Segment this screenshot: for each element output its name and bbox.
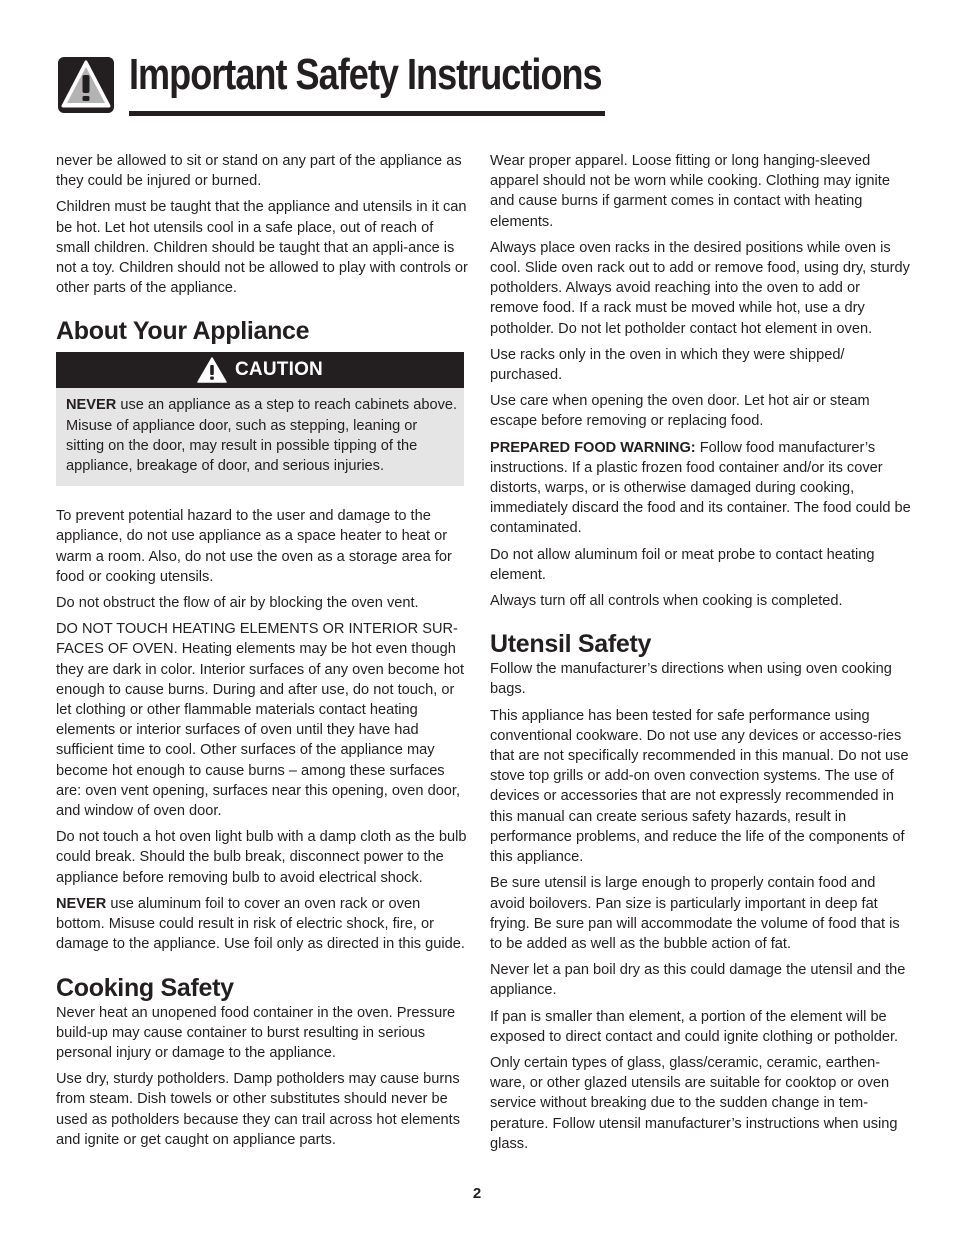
about-appliance-heading: About Your Appliance (56, 317, 310, 346)
utensil-paragraph-2: This appliance has been tested for safe performance using conventional cookware. Do not use any devices or accesso-ries that are not specifically recommended in this manual. Do not use stove top grills or add-on oven convection systems. The use of devices or accessories that are not expressly recommended in this manual can create serious safety hazards, result in performance problems, and reduce the life of the components of this appliance. (490, 707, 909, 866)
warning-triangle-icon (197, 357, 227, 383)
cooking-paragraph-1: Never heat an unopened food container in the oven. Pressure build-up may cause container to burst resulting in serious personal injury or damage to the appliance. (56, 1004, 456, 1061)
foil-probe-paragraph: Do not allow aluminum foil or meat probe to contact heating element. (490, 546, 875, 583)
prepared-food-lead: PREPARED FOOD WARNING: (490, 439, 696, 456)
utensil-safety-heading: Utensil Safety (490, 630, 652, 659)
utensil-paragraph-5: If pan is smaller than element, a portion of the element will be exposed to direct contact and could ignite clothing or potholder. (490, 1008, 899, 1045)
caution-label: CAUTION (235, 359, 323, 381)
never-lead: NEVER (56, 895, 107, 912)
utensil-paragraph-1: Follow the manufacturer’s directions when using oven cooking bags. (490, 661, 892, 698)
about-paragraph-3: DO NOT TOUCH HEATING ELEMENTS OR INTERIOR SUR-FACES OF OVEN. Heating elements may be hot even though they are dark in color. Interior surfaces of any oven become hot enough to cause burns. During and after use, do not touch, or let clothing or other flammable materials contact heating elements or interior surfaces of oven until they have had sufficient time to cool. Other surfaces of the appliance may become hot enough to cause burns – among these surfaces are: oven vent opening, surfaces near this opening, oven door, and window of oven door. (56, 621, 465, 820)
caution-text (56, 388, 464, 486)
warning-exclamation-icon (57, 56, 115, 114)
oven-racks-paragraph: Always place oven racks in the desired positions while oven is cool. Slide oven rack out to add or remove food, using dry, sturdy potholders. Always avoid reaching into the oven to add or remove food. If a rack must be moved while hot, use a dry potholder. Do not let potholder contact hot element in oven. (490, 239, 910, 337)
about-paragraph-5 (56, 894, 468, 955)
intro-paragraph-1: never be allowed to sit or stand on any part of the appliance as they could be injured or burned. (56, 153, 462, 190)
left-column (56, 151, 468, 1156)
page-number: 2 (472, 1185, 482, 1202)
right-column (490, 151, 912, 1160)
utensil-paragraph-3: Be sure utensil is large enough to properly contain food and avoid boilovers. Pan size is particularly important in deep fat frying. Be sure pan will accommodate the volume of food that is to be added as well as the bubble action of fat. (490, 875, 900, 952)
title-underline (129, 111, 605, 116)
caution-body-text: use an appliance as a step to reach cabinets above. Misuse of appliance door, such as stepping, leaning or sitting on the door, may result in possible tipping of the appliance, breakage of door, and serious injuries. (66, 397, 458, 475)
caution-box (56, 352, 464, 486)
caution-lead: NEVER (66, 397, 117, 414)
about-paragraph-4: Do not touch a hot oven light bulb with a damp cloth as the bulb could break. Should the bulb break, disconnect power to the appliance before removing bulb to avoid electrical shock. (56, 829, 467, 886)
about-paragraph-5-text: use aluminum foil to cover an oven rack or oven bottom. Misuse could result in risk of electric shock, fire, or damage to the appliance. Use foil only as directed in this guide. (56, 895, 465, 953)
utensil-paragraph-6: Only certain types of glass, glass/ceramic, ceramic, earthen-ware, or other glazed utensils are suitable for cooktop or oven service without breaking due to the sudden change in tem-perature. Follow utensil manufacturer’s instructions when using glass. (490, 1054, 898, 1152)
apparel-paragraph: Wear proper apparel. Loose fitting or long hanging-sleeved apparel should not be worn while cooking. Clothing may ignite and cause burns if garment comes in contact with heating elements. (490, 153, 890, 230)
cooking-safety-heading: Cooking Safety (56, 973, 234, 1002)
utensil-paragraph-4: Never let a pan boil dry as this could damage the utensil and the appliance. (490, 962, 906, 999)
prepared-food-text: Follow food manufacturer’s instructions. If a plastic frozen food container and/or its cover distorts, warps, or is otherwise damaged during cooking, immediately discard the food and its container. The food could be contaminated. (490, 439, 911, 537)
turn-off-paragraph: Always turn off all controls when cooking is completed. (490, 593, 843, 610)
oven-door-paragraph: Use care when opening the oven door. Let hot air or steam escape before removing or replacing food. (490, 393, 870, 430)
about-paragraph-2: Do not obstruct the flow of air by blocking the oven vent. (56, 595, 419, 612)
caution-bar (56, 352, 464, 388)
prepared-food-paragraph (490, 438, 912, 539)
racks-shipped-paragraph: Use racks only in the oven in which they were shipped/ purchased. (490, 346, 845, 384)
page-title: Important Safety Instructions (129, 50, 602, 99)
cooking-paragraph-2: Use dry, sturdy potholders. Damp potholders may cause burns from steam. Dish towels or other substitutes should never be used as potholders because they can trail across hot elements and ignite or get caught on appliance parts. (56, 1071, 460, 1148)
about-paragraph-1: To prevent potential hazard to the user and damage to the appliance, do not use appliance as a space heater to heat or warm a room. Also, do not use the oven as a storage area for food or cooking utensils. (56, 508, 452, 585)
intro-paragraph-2: Children must be taught that the appliance and utensils in it can be hot. Let hot utensils cool in a safe place, out of reach of small children. Children should be taught that an appli-ance is not a toy. Children should not be allowed to play with controls or other parts of the appliance. (56, 199, 468, 297)
page-header (57, 50, 607, 120)
